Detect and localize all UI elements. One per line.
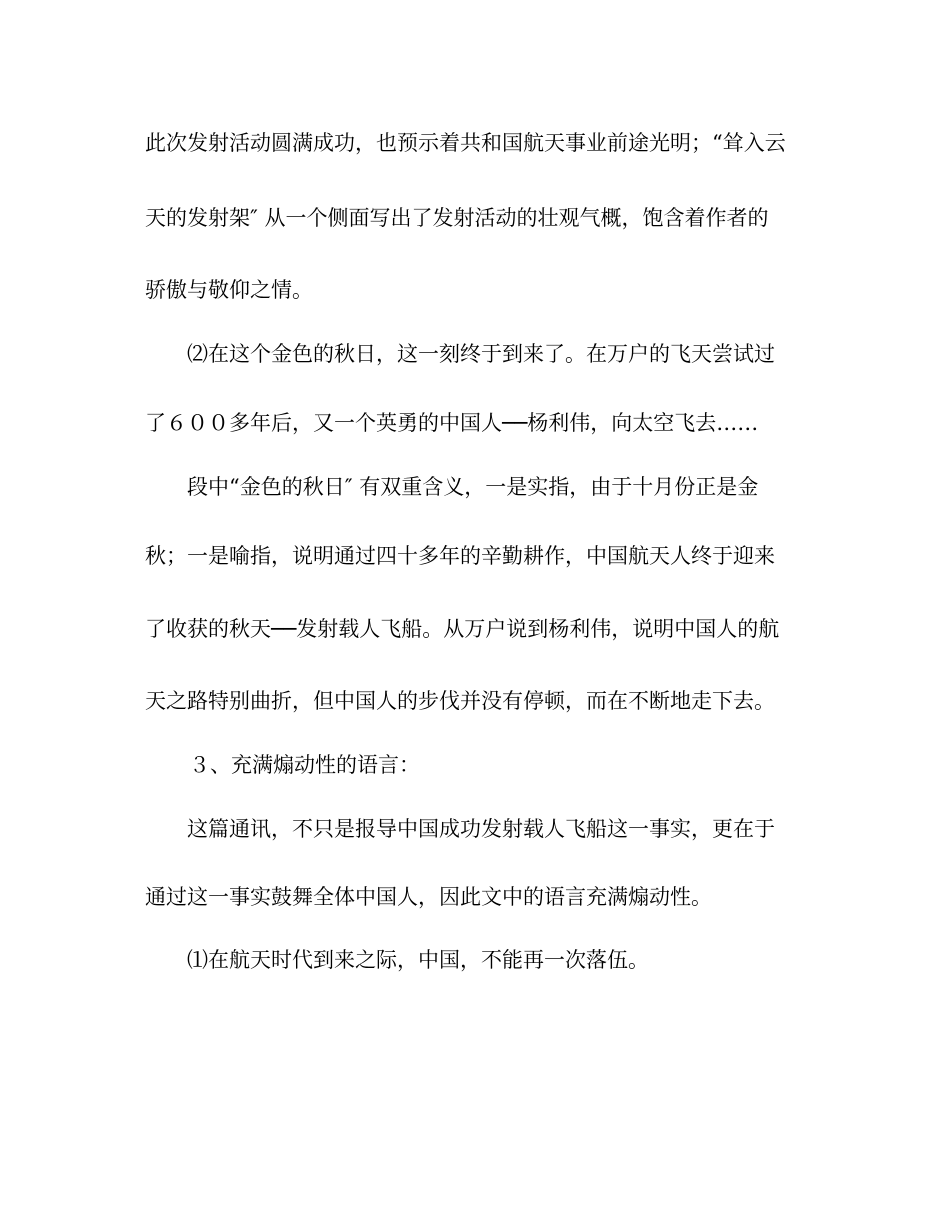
text-line-6: 段中“金色的秋日″ 有双重含义，一是实指，由于十月份正是金: [187, 475, 759, 499]
text-line-4: ⑵在这个金色的秋日，这一刻终于到来了。在万户的飞天尝试过: [187, 342, 775, 366]
text-line-5: 了６００多年后，又一个英勇的中国人──杨利伟，向太空飞去……: [145, 411, 759, 435]
text-line-2: 天的发射架″ 从一个侧面写出了发射活动的壮观气概，饱含着作者的: [145, 206, 769, 230]
text-line-3: 骄傲与敬仰之情。: [145, 278, 313, 302]
text-line-11: 这篇通讯，不只是报导中国成功发射载人飞船这一事实，更在于: [187, 817, 775, 841]
text-line-9: 天之路特别曲折，但中国人的步伐并没有停顿，而在不断地走下去。: [145, 689, 775, 713]
text-line-7: 秋；一是喻指，说明通过四十多年的辛勤耕作，中国航天人终于迎来: [145, 544, 775, 568]
text-line-1: 此次发射活动圆满成功，也预示着共和国航天事业前途光明；“耸入云: [145, 131, 786, 155]
text-line-12: 通过这一事实鼓舞全体中国人，因此文中的语言充满煽动性。: [145, 885, 712, 909]
text-line-13: ⑴在航天时代到来之际，中国，不能再一次落伍。: [187, 948, 649, 972]
text-line-8: 了收获的秋天──发射载人飞船。从万户说到杨利伟，说明中国人的航: [145, 617, 780, 641]
section-heading: ３、充满煽动性的语言：: [189, 753, 420, 777]
